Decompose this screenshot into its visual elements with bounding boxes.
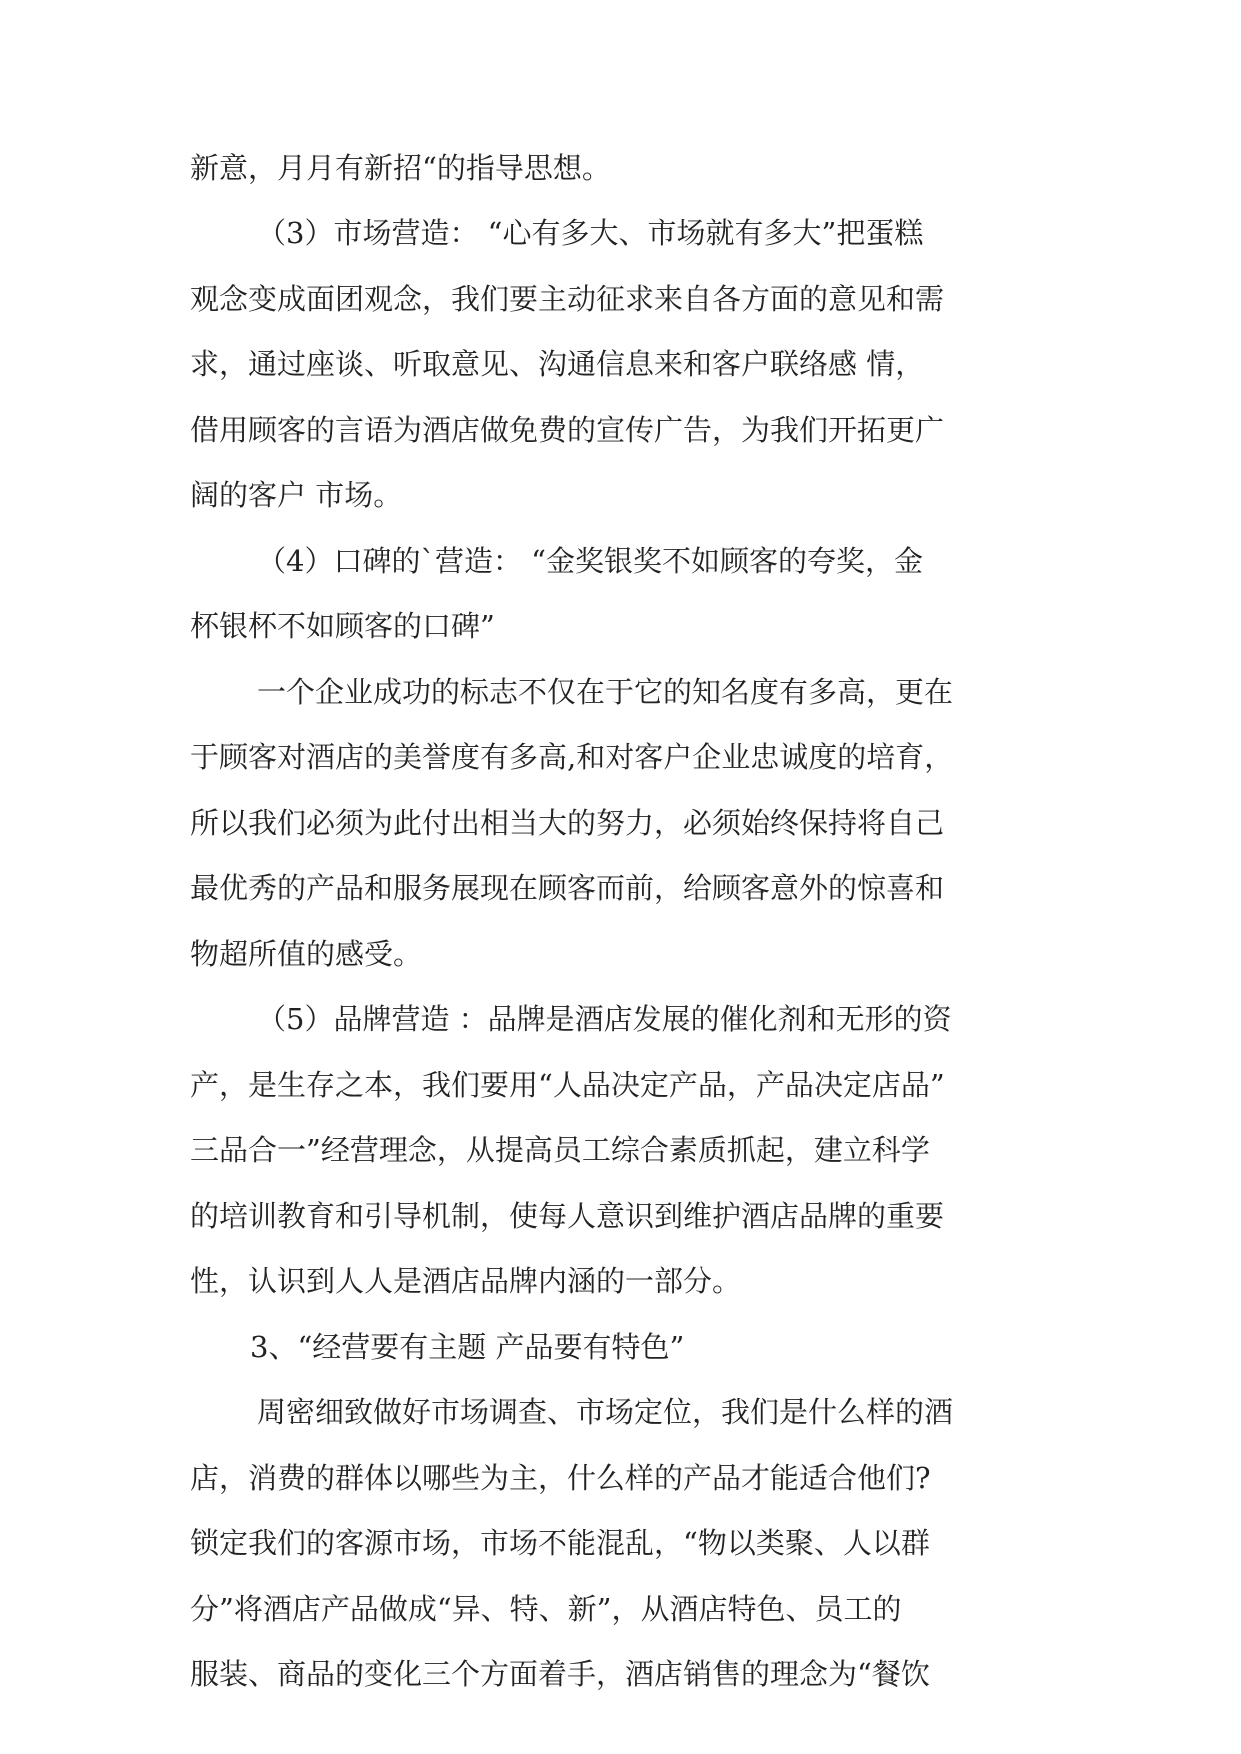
text-line: 杯银杯不如顾客的口碑”: [190, 609, 495, 643]
text-line: 产，是生存之本，我们要用“人品决定产品，产品决定店品”: [190, 1068, 945, 1102]
text-line: 新意，月月有新招“的指导思想。: [190, 151, 611, 185]
text-line: 三品合一”经营理念，从提高员工综合素质抓起，建立科学: [190, 1133, 930, 1167]
text-line: 3、“经营要有主题 产品要有特色”: [250, 1330, 685, 1364]
text-line: 求，通过座谈、听取意见、沟通信息来和客户联络感 情，: [190, 347, 925, 381]
text-line: （5）品牌营造 ：品牌是酒店发展的催化剂和无形的资: [257, 1002, 952, 1036]
text-line: 性，认识到人人是酒店品牌内涵的一部分。: [190, 1264, 742, 1298]
text-line: 所以我们必须为此付出相当大的努力，必须始终保持将自己: [190, 806, 945, 840]
text-line: 一个企业成功的标志不仅在于它的知名度有多高，更在: [257, 675, 954, 709]
text-line: 物超所值的感受。: [190, 937, 423, 971]
text-line: 阔的客户 市场。: [190, 478, 403, 512]
text-line: （4）口碑的`营造： “金奖银奖不如顾客的夸奖，金: [257, 544, 923, 578]
text-line: 的培训教育和引导机制，使每人意识到维护酒店品牌的重要: [190, 1199, 945, 1233]
text-line: 最优秀的产品和服务展现在顾客而前，给顾客意外的惊喜和: [190, 871, 945, 905]
text-line: 锁定我们的客源市场，市场不能混乱，“物以类聚、人以群: [190, 1526, 930, 1560]
text-line: 店，消费的群体以哪些为主，什么样的产品才能适合他们?: [190, 1461, 931, 1495]
text-line: 周密细致做好市场调查、市场定位，我们是什么样的酒: [257, 1395, 954, 1429]
text-line: 分”将酒店产品做成“异、特、新”，从酒店特色、员工的: [190, 1592, 902, 1626]
text-line: 服装、商品的变化三个方面着手，酒店销售的理念为“餐饮: [190, 1657, 930, 1691]
text-line: 观念变成面团观念，我们要主动征求来自各方面的意见和需: [190, 282, 945, 316]
text-line: 借用顾客的言语为酒店做免费的宣传广告，为我们开拓更广: [190, 413, 945, 447]
text-line: （3）市场营造： “心有多大、市场就有多大”把蛋糕: [257, 216, 924, 250]
text-line: 于顾客对酒店的美誉度有多高,和对客户企业忠诚度的培育，: [190, 740, 954, 774]
